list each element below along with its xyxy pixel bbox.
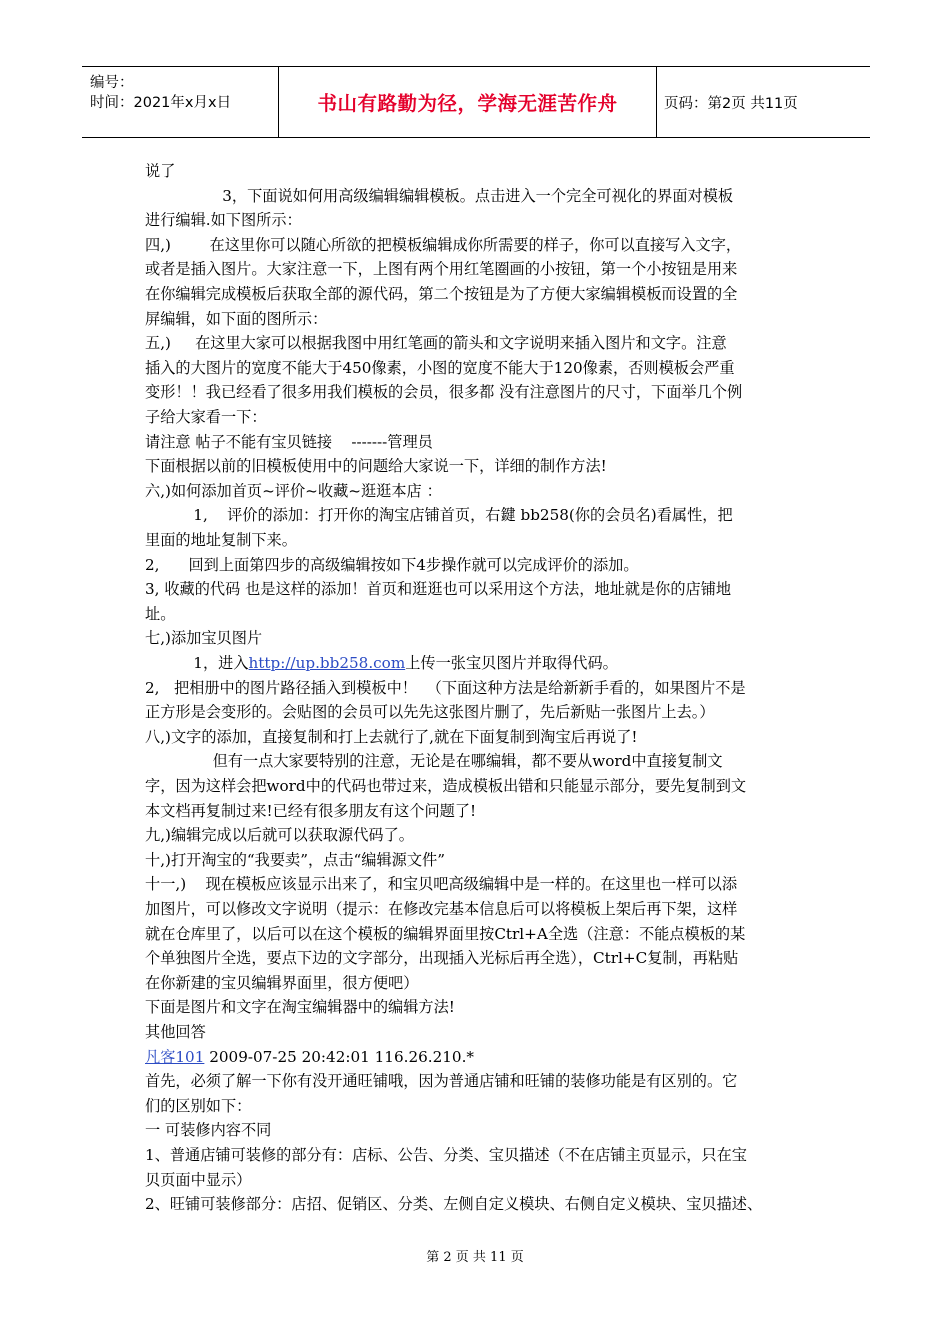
text-line: 在你编辑完成模板后获取全部的源代码，第二个按钮是为了方便大家编辑模板而设置的全 — [145, 285, 738, 303]
text-line: 变形！！我已经看了很多用我们模板的会员，很多都 没有注意图片的尺寸，下面举几个例 — [145, 383, 743, 402]
text-line: 但有一点大家要特别的注意，无论是在哪编辑，都不要从word中直接复制文 — [145, 752, 723, 771]
header-motto: 书山有路勤为径，学海无涯苦作舟 — [317, 92, 618, 115]
text-line: 一 可装修内容不同 — [145, 1121, 272, 1140]
text-line: 字，因为这样会把word中的代码也带过来，造成模板出错和只能显示部分，要先复制到文 — [145, 777, 747, 795]
text-line: 2、旺铺可装修部分：店招、促销区、分类、左侧自定义模块、右侧自定义模块、宝贝描述、 — [145, 1195, 763, 1214]
text-line: 加图片，可以修改文字说明（提示：在修改完基本信息后可以将模板上架后再下架，这样 — [145, 900, 738, 918]
text-line: 十一,) 现在模板应该显示出来了，和宝贝吧高级编辑中是一样的。在这里也一样可以添 — [145, 875, 738, 894]
header-left-cell — [82, 67, 278, 137]
text-line: 在你新建的宝贝编辑界面里，很方便吧） — [145, 973, 419, 992]
text-line: 屏编辑，如下面的图所示： — [145, 309, 328, 328]
text-line: 贝页面中显示） — [145, 1170, 252, 1189]
text-line — [145, 652, 618, 674]
text-line: 本文档再复制过来!已经有很多朋友有这个问题了! — [145, 801, 477, 820]
text-line: 2, 回到上面第四步的高级编辑按如下4步操作就可以完成评价的添加。 — [145, 555, 639, 574]
text-line: 请注意 帖子不能有宝贝链接 -------管理员 — [145, 432, 433, 451]
number-label: 编号： — [90, 75, 134, 91]
text-line: 或者是插入图片。大家注意一下，上图有两个用红笔圈画的小按钮，第一个小按钮是用来 — [145, 260, 738, 279]
date-label: 时间：2021年x月x日 — [90, 95, 232, 111]
text-line: 七,)添加宝贝图片 — [145, 629, 263, 648]
text-line: 说了 — [145, 162, 176, 180]
user-link[interactable]: 凡客101 — [145, 1047, 205, 1066]
text-line: 1, 评价的添加：打开你的淘宝店铺首页，右鍵 bb258(你的会员名)看属性，把 — [145, 506, 733, 525]
text-line: 六,)如何添加首页~评价~收藏~逛逛本店 ： — [145, 481, 442, 500]
text-line: 五,) 在这里大家可以根据我图中用红笔画的箭头和文字说明来插入图片和文字。注意 — [145, 334, 727, 353]
text-line: 3, 收藏的代码 也是这样的添加！首页和逛逛也可以采用这个方法，地址就是你的店铺地 — [145, 580, 732, 599]
text-line: 首先，必须了解一下你有没开通旺铺哦，因为普通店铺和旺铺的装修功能是有区别的。它 — [145, 1072, 738, 1091]
text-line: 3，下面说如何用高级编辑编辑模板。点击进入一个完全可视化的界面对模板 — [145, 186, 734, 205]
text-line: 就在仓库里了，以后可以在这个模板的编辑界面里按Ctrl+A全选（注意：不能点模板的某 — [145, 924, 746, 943]
page-number-label: 页码：第2页 共11页 — [664, 95, 798, 112]
text-line — [145, 1046, 474, 1068]
text-line: 四,) 在这里你可以随心所欲的把模板编辑成你所需要的样子，你可以直接写入文字， — [145, 235, 742, 254]
text-line: 其他回答 — [145, 1023, 206, 1041]
text-line: 下面是图片和文字在淘宝编辑器中的编辑方法! — [145, 998, 455, 1017]
text-line: 们的区别如下： — [145, 1096, 252, 1115]
text-line: 个单独图片全选，要点下边的文字部分，出现插入光标后再全选），Ctrl+C复制，再粘贴 — [145, 949, 739, 968]
text-line: 下面根据以前的旧模板使用中的问题给大家说一下，详细的制作方法! — [145, 457, 607, 476]
text-line: 2, 把相册中的图片路径插入到模板中！ （下面这种方法是给新新手看的，如果图片不是 — [145, 678, 746, 697]
text-line: 进行编辑.如下图所示： — [145, 211, 302, 230]
text-line: 十,)打开淘宝的“我要卖”，点击“编辑源文件” — [145, 850, 445, 869]
text-segment: 1，进入 — [145, 654, 249, 672]
post-meta: 2009-07-25 20:42:01 116.26.210.* — [204, 1047, 475, 1066]
text-line: 九,)编辑完成以后就可以获取源代码了。 — [145, 826, 414, 845]
upload-link[interactable]: http://up.bb258.com — [248, 654, 406, 672]
page-footer: 第 2 页 共 11 页 — [426, 1250, 524, 1265]
text-line: 子给大家看一下： — [145, 408, 267, 426]
text-line: 正方形是会变形的。会贴图的会员可以先先这张图片删了，先后新贴一张图片上去。） — [145, 703, 715, 722]
text-segment: 上传一张宝贝图片并取得代码。 — [405, 654, 618, 672]
page-header — [82, 66, 870, 138]
text-line: 1、普通店铺可装修的部分有：店标、公告、分类、宝贝描述（不在店铺主页显示，只在宝 — [145, 1146, 747, 1164]
text-line: 里面的地址复制下来。 — [145, 531, 297, 549]
text-line: 插入的大图片的宽度不能大于450像素，小图的宽度不能大于120像素，否则模板会严重 — [145, 358, 735, 377]
text-line: 八,)文字的添加，直接复制和打上去就行了,就在下面复制到淘宝后再说了! — [145, 727, 638, 746]
text-line: 址。 — [145, 604, 176, 623]
